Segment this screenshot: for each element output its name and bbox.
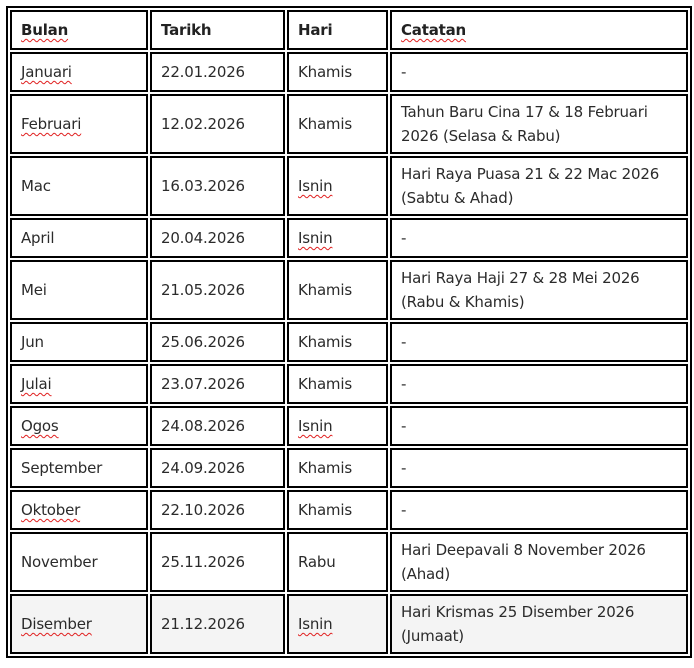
note-text: Hari Krismas 25 Disember 2026 (Jumaat) (401, 603, 635, 645)
cell-hari[interactable] (287, 260, 388, 320)
month-text: Januari (21, 63, 72, 81)
month-text: Disember (21, 615, 92, 633)
cell-catatan[interactable] (390, 218, 688, 258)
date-text: 23.07.2026 (161, 375, 245, 393)
cell-catatan[interactable] (390, 94, 688, 154)
note-text: - (401, 229, 407, 247)
month-text: Oktober (21, 501, 81, 519)
month-text: November (21, 553, 98, 571)
cell-bulan[interactable] (10, 218, 148, 258)
month-text: September (21, 459, 103, 477)
cell-bulan[interactable] (10, 156, 148, 216)
cell-hari[interactable] (287, 406, 388, 446)
note-text: - (401, 375, 407, 393)
month-text: Ogos (21, 417, 59, 435)
cell-bulan[interactable] (10, 94, 148, 154)
header-row (10, 10, 688, 50)
cell-bulan[interactable] (10, 260, 148, 320)
day-text: Khamis (298, 115, 352, 133)
table-row (10, 94, 688, 154)
day-text: Isnin (298, 177, 333, 195)
note-text: Tahun Baru Cina 17 & 18 Februari 2026 (Selasa & Rabu) (401, 103, 648, 145)
date-text: 21.12.2026 (161, 615, 245, 633)
cell-tarikh[interactable] (150, 94, 285, 154)
header-hari[interactable] (287, 10, 388, 50)
cell-tarikh[interactable] (150, 490, 285, 530)
date-text: 16.03.2026 (161, 177, 245, 195)
month-text: Mac (21, 177, 51, 195)
date-text: 21.05.2026 (161, 281, 245, 299)
cell-tarikh[interactable] (150, 448, 285, 488)
note-text: - (401, 63, 407, 81)
cell-catatan[interactable] (390, 490, 688, 530)
table-row (10, 532, 688, 592)
header-bulan-label: Bulan (21, 21, 69, 39)
table-row (10, 218, 688, 258)
cell-hari[interactable] (287, 156, 388, 216)
cell-bulan[interactable] (10, 490, 148, 530)
note-text: - (401, 417, 407, 435)
cell-bulan[interactable] (10, 594, 148, 654)
day-text: Isnin (298, 229, 333, 247)
cell-tarikh[interactable] (150, 322, 285, 362)
cell-hari[interactable] (287, 94, 388, 154)
cell-tarikh[interactable] (150, 594, 285, 654)
cell-catatan[interactable] (390, 594, 688, 654)
cell-hari[interactable] (287, 532, 388, 592)
cell-bulan[interactable] (10, 322, 148, 362)
date-text: 25.11.2026 (161, 553, 245, 571)
cell-tarikh[interactable] (150, 364, 285, 404)
day-text: Khamis (298, 63, 352, 81)
cell-catatan[interactable] (390, 156, 688, 216)
cell-tarikh[interactable] (150, 532, 285, 592)
month-text: Mei (21, 281, 47, 299)
table-row (10, 490, 688, 530)
cell-bulan[interactable] (10, 532, 148, 592)
cell-hari[interactable] (287, 594, 388, 654)
day-text: Khamis (298, 333, 352, 351)
cell-tarikh[interactable] (150, 52, 285, 92)
month-text: Jun (21, 333, 44, 351)
table-row (10, 322, 688, 362)
table-row (10, 52, 688, 92)
header-tarikh-label: Tarikh (161, 21, 212, 39)
cell-catatan[interactable] (390, 52, 688, 92)
cell-catatan[interactable] (390, 532, 688, 592)
note-text: - (401, 501, 407, 519)
cell-hari[interactable] (287, 490, 388, 530)
day-text: Isnin (298, 417, 333, 435)
day-text: Khamis (298, 501, 352, 519)
cell-catatan[interactable] (390, 364, 688, 404)
header-catatan[interactable] (390, 10, 688, 50)
cell-bulan[interactable] (10, 364, 148, 404)
note-text: Hari Deepavali 8 November 2026 (Ahad) (401, 541, 646, 583)
date-text: 22.10.2026 (161, 501, 245, 519)
table-row (10, 260, 688, 320)
date-text: 22.01.2026 (161, 63, 245, 81)
day-text: Rabu (298, 553, 336, 571)
note-text: - (401, 459, 407, 477)
cell-hari[interactable] (287, 52, 388, 92)
cell-tarikh[interactable] (150, 218, 285, 258)
header-hari-label: Hari (298, 21, 333, 39)
day-text: Khamis (298, 375, 352, 393)
cell-catatan[interactable] (390, 448, 688, 488)
calendar-table (6, 6, 692, 658)
cell-bulan[interactable] (10, 52, 148, 92)
table-row (10, 364, 688, 404)
month-text: Februari (21, 115, 82, 133)
date-text: 20.04.2026 (161, 229, 245, 247)
cell-hari[interactable] (287, 218, 388, 258)
cell-catatan[interactable] (390, 260, 688, 320)
table-row (10, 156, 688, 216)
header-catatan-label: Catatan (401, 21, 466, 39)
header-tarikh[interactable] (150, 10, 285, 50)
month-text: April (21, 229, 55, 247)
table-row (10, 406, 688, 446)
date-text: 25.06.2026 (161, 333, 245, 351)
month-text: Julai (21, 375, 52, 393)
cell-tarikh[interactable] (150, 260, 285, 320)
cell-tarikh[interactable] (150, 156, 285, 216)
day-text: Khamis (298, 281, 352, 299)
cell-hari[interactable] (287, 364, 388, 404)
table-row (10, 448, 688, 488)
cell-bulan[interactable] (10, 406, 148, 446)
cell-tarikh[interactable] (150, 406, 285, 446)
cell-bulan[interactable] (10, 448, 148, 488)
note-text: Hari Raya Puasa 21 & 22 Mac 2026 (Sabtu & Ahad) (401, 165, 660, 207)
cell-hari[interactable] (287, 322, 388, 362)
cell-hari[interactable] (287, 448, 388, 488)
document-body (6, 6, 692, 658)
day-text: Isnin (298, 615, 333, 633)
date-text: 12.02.2026 (161, 115, 245, 133)
note-text: Hari Raya Haji 27 & 28 Mei 2026 (Rabu & Khamis) (401, 269, 640, 311)
header-bulan[interactable] (10, 10, 148, 50)
cell-catatan[interactable] (390, 322, 688, 362)
date-text: 24.08.2026 (161, 417, 245, 435)
cell-catatan[interactable] (390, 406, 688, 446)
table-row (10, 594, 688, 654)
day-text: Khamis (298, 459, 352, 477)
note-text: - (401, 333, 407, 351)
date-text: 24.09.2026 (161, 459, 245, 477)
